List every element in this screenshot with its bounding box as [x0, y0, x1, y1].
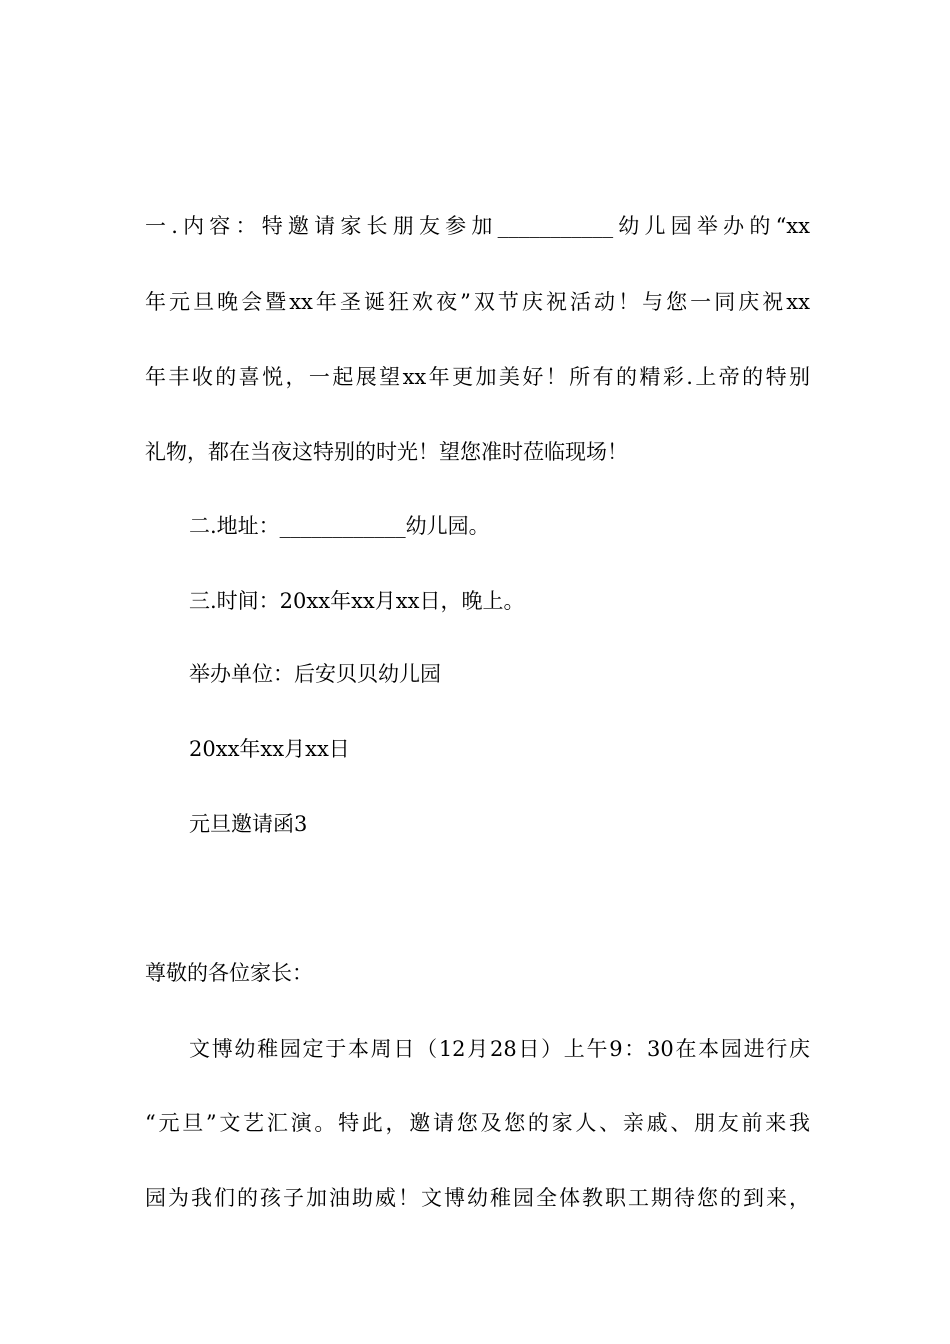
- content-paragraph-line-2: 年元旦晚会暨xx年圣诞狂欢夜”双节庆祝活动！与您一同庆祝xx: [145, 290, 810, 314]
- time-line: 三.时间：20xx年xx月xx日，晚上。: [189, 589, 525, 613]
- content-paragraph-line-3: 年丰收的喜悦，一起展望xx年更加美好！所有的精彩.上帝的特别: [145, 365, 810, 389]
- salutation: 尊敬的各位家长：: [145, 961, 313, 985]
- content-paragraph-line-4: 礼物，都在当夜这特别的时光！望您准时莅临现场！: [145, 440, 628, 464]
- date-line: 20xx年xx月xx日: [189, 737, 350, 761]
- organizer-line: 举办单位：后安贝贝幼儿园: [189, 662, 441, 686]
- letter-paragraph-line-2: “元旦”文艺汇演。特此，邀请您及您的家人、亲戚、朋友前来我: [145, 1111, 810, 1135]
- address-line: 二.地址：____________幼儿园。: [189, 514, 490, 538]
- section-heading: 元旦邀请函3: [189, 812, 308, 836]
- letter-paragraph-line-1: 文博幼稚园定于本周日（12月28日）上午9：30在本园进行庆: [189, 1037, 810, 1061]
- letter-paragraph-line-3: 园为我们的孩子加油助威！文博幼稚园全体教职工期待您的到来，: [145, 1186, 810, 1210]
- content-paragraph-line-1: 一.内容：特邀请家长朋友参加___________幼儿园举办的“xx: [145, 214, 810, 238]
